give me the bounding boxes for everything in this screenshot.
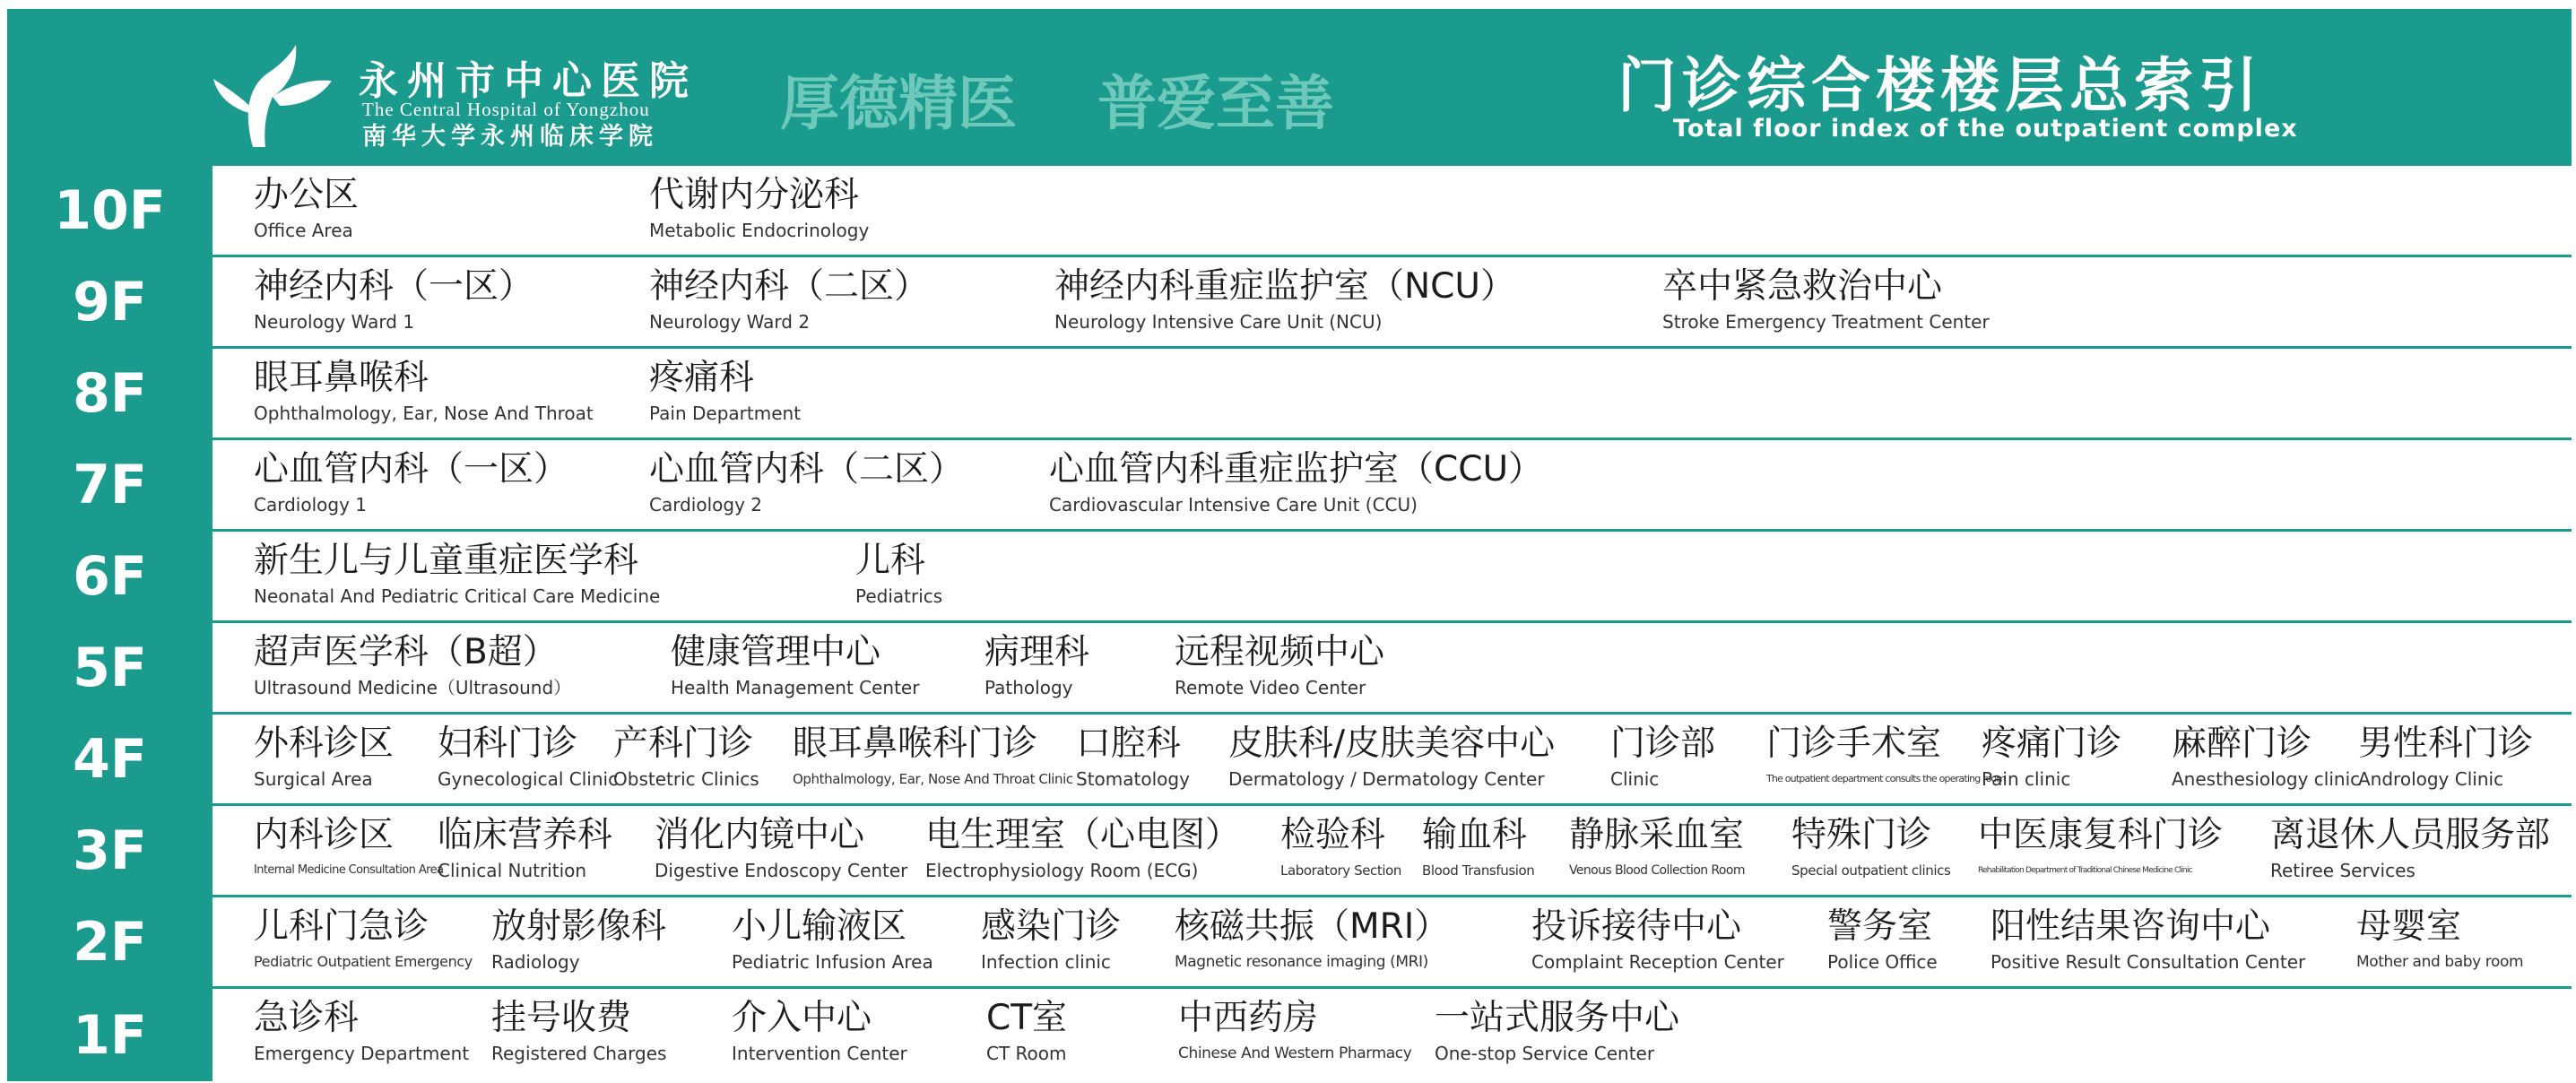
- dept-name-en: Chinese And Western Pharmacy: [1178, 1044, 1412, 1062]
- dept-item: [732, 998, 907, 1066]
- dept-name-cn: 临床营养科: [438, 815, 613, 855]
- dept-name-en: Surgical Area: [254, 768, 373, 790]
- floor-label: 7F: [7, 440, 215, 529]
- dept-name-cn: 急诊科: [254, 998, 360, 1038]
- dept-name-en: Pain Department: [649, 403, 802, 424]
- dept-item: [491, 998, 666, 1066]
- dept-item: [1791, 815, 1950, 883]
- dept-name-en: Pediatric Infusion Area: [732, 951, 933, 973]
- dept-item: [254, 449, 568, 517]
- university-name-cn: 南华大学永州临床学院: [362, 123, 658, 151]
- dept-name-en: Radiology: [491, 951, 580, 973]
- dept-item: [1569, 815, 1745, 883]
- dept-name-en: Ultrasound Medicine（Ultrasound）: [254, 677, 572, 698]
- dept-name-en: Neurology Intensive Care Unit (NCU): [1054, 311, 1383, 333]
- dept-name-cn: 病理科: [984, 632, 1090, 672]
- floor-row-4f: [7, 715, 2572, 806]
- dept-item: [491, 906, 666, 975]
- dept-name-cn: 门诊部: [1610, 723, 1716, 764]
- dept-item: [1049, 449, 1543, 517]
- floor-label: 2F: [7, 897, 215, 986]
- dept-item: [254, 906, 473, 975]
- dept-item: [1228, 723, 1555, 792]
- dept-name-cn: 门诊手术室: [1766, 723, 1942, 764]
- dept-item: [438, 723, 618, 792]
- dept-name-cn: 外科诊区: [254, 723, 395, 764]
- dept-name-cn: 输血科: [1422, 815, 1528, 855]
- dept-name-cn: 疼痛门诊: [1982, 723, 2122, 764]
- dept-name-en: Intervention Center: [732, 1043, 907, 1064]
- dept-item: [984, 632, 1089, 700]
- dept-name-en: Neurology Ward 2: [649, 311, 811, 333]
- dept-name-en: Neonatal And Pediatric Critical Care Medicine: [254, 585, 661, 607]
- dept-name-cn: 办公区: [254, 175, 360, 215]
- dept-name-cn: 远程视频中心: [1175, 632, 1385, 672]
- dept-item: [1827, 906, 1938, 975]
- dept-name-cn: 麻醉门诊: [2172, 723, 2312, 764]
- dept-item: [649, 175, 869, 243]
- dept-item: [254, 632, 571, 700]
- dept-name-en: Emergency Department: [254, 1043, 470, 1064]
- dept-item: [2358, 723, 2533, 792]
- dept-item: [855, 541, 942, 609]
- dept-name-en: Stroke Emergency Treatment Center: [1662, 311, 1990, 333]
- dept-name-cn: 放射影像科: [491, 906, 667, 947]
- hospital-name-en: The Central Hospital of Yongzhou: [362, 99, 650, 120]
- dept-name-en: Pediatrics: [855, 585, 943, 607]
- dept-name-en: Registered Charges: [491, 1043, 667, 1064]
- dept-name-en: Digestive Endoscopy Center: [655, 860, 908, 881]
- dept-name-cn: 神经内科（一区）: [254, 266, 534, 307]
- dept-item: [986, 998, 1067, 1066]
- dept-item: [1422, 815, 1534, 883]
- floor-list: [7, 166, 2572, 1081]
- dept-name-en: Complaint Reception Center: [1531, 951, 1784, 973]
- hospital-logo-icon: [208, 43, 334, 149]
- dept-name-en: Ophthalmology, Ear, Nose And Throat Clinic: [793, 771, 1073, 787]
- dept-name-en: Neurology Ward 1: [254, 311, 415, 333]
- dept-name-cn: 一站式服务中心: [1435, 998, 1680, 1038]
- dept-item: [1531, 906, 1784, 975]
- dept-name-en: Positive Result Consultation Center: [1991, 951, 2306, 973]
- dept-item: [649, 358, 801, 426]
- dept-name-en: Health Management Center: [671, 677, 920, 698]
- dept-name-en: Remote Video Center: [1175, 677, 1366, 698]
- dept-name-cn: 挂号收费: [491, 998, 632, 1038]
- dept-name-cn: 感染门诊: [981, 906, 1122, 947]
- dept-name-en: Andrology Clinic: [2358, 768, 2504, 790]
- dept-item: [1991, 906, 2305, 975]
- dept-name-en: Cardiology 1: [254, 494, 367, 516]
- dept-item: [649, 266, 929, 334]
- dept-name-cn: 男性科门诊: [2358, 723, 2534, 764]
- dept-name-en: Pediatric Outpatient Emergency: [254, 953, 473, 970]
- dept-name-cn: 儿科门急诊: [254, 906, 429, 947]
- dept-name-cn: 投诉接待中心: [1531, 906, 1742, 947]
- dept-name-cn: 中西药房: [1178, 998, 1319, 1038]
- dept-item: [732, 906, 933, 975]
- dept-item: [254, 541, 660, 609]
- dept-name-cn: 警务室: [1827, 906, 1933, 947]
- dept-name-en: Dermatology / Dermatology Center: [1228, 768, 1545, 790]
- dept-item: [2270, 815, 2550, 883]
- floor-label: 3F: [7, 806, 215, 895]
- dept-name-cn: 妇科门诊: [438, 723, 578, 764]
- dept-name-en: Electrophysiology Room (ECG): [925, 860, 1199, 881]
- dept-name-cn: 心血管内科（一区）: [254, 449, 569, 490]
- dept-item: [655, 815, 907, 883]
- dept-item: [254, 358, 594, 426]
- dept-name-cn: 神经内科（二区）: [649, 266, 930, 307]
- dept-name-cn: 离退休人员服务部: [2270, 815, 2551, 855]
- dept-name-en: One-stop Service Center: [1435, 1043, 1655, 1064]
- dept-name-en: Obstetric Clinics: [613, 768, 759, 790]
- dept-name-cn: 眼耳鼻喉科: [254, 358, 429, 398]
- dept-name-cn: 儿科: [855, 541, 926, 581]
- dept-name-cn: 心血管内科重症监护室（CCU）: [1049, 449, 1544, 490]
- dept-item: [254, 266, 533, 334]
- dept-name-en: Gynecological Clinic: [438, 768, 619, 790]
- dept-name-cn: 特殊门诊: [1791, 815, 1932, 855]
- dept-name-en: Internal Medicine Consultation Area: [254, 863, 444, 877]
- dept-item: [613, 723, 759, 792]
- floor-row-5f: [7, 623, 2572, 715]
- dept-name-cn: 神经内科重症监护室（NCU）: [1054, 266, 1515, 307]
- dept-name-cn: 阳性结果咨询中心: [1991, 906, 2271, 947]
- dept-item: [254, 815, 443, 883]
- dept-name-cn: 内科诊区: [254, 815, 395, 855]
- dept-name-cn: 眼耳鼻喉科门诊: [793, 723, 1038, 764]
- dept-name-cn: 超声医学科（B超）: [254, 632, 558, 672]
- dept-item: [254, 723, 394, 792]
- dept-name-en: Mother and baby room: [2356, 953, 2524, 971]
- floor-row-8f: [7, 349, 2572, 440]
- dept-item: [1178, 998, 1411, 1066]
- floor-label: 10F: [7, 166, 215, 255]
- dept-item: [1076, 723, 1190, 792]
- floor-label: 8F: [7, 349, 215, 438]
- dept-name-cn: 母婴室: [2356, 906, 2462, 947]
- dept-name-en: Laboratory Section: [1280, 862, 1402, 879]
- dept-name-en: Clinic: [1610, 768, 1660, 790]
- floor-row-1f: [7, 989, 2572, 1081]
- floor-label: 4F: [7, 715, 215, 803]
- dept-name-cn: 介入中心: [732, 998, 872, 1038]
- dept-item: [1435, 998, 1679, 1066]
- floor-label: 5F: [7, 623, 215, 712]
- dept-name-en: Rehabilitation Department of Traditional Chinese Medicine Clinic: [1978, 866, 2192, 875]
- floor-row-2f: [7, 897, 2572, 989]
- dept-item: [1175, 906, 1449, 975]
- dept-name-cn: 检验科: [1280, 815, 1386, 855]
- floor-label: 9F: [7, 257, 215, 346]
- dept-name-cn: 电生理室（心电图）: [925, 815, 1241, 855]
- dept-item: [981, 906, 1121, 975]
- floor-row-6f: [7, 532, 2572, 623]
- dept-name-en: Special outpatient clinics: [1791, 862, 1951, 879]
- dept-name-en: Retiree Services: [2270, 860, 2416, 881]
- dept-item: [438, 815, 612, 883]
- dept-name-en: Pain clinic: [1982, 768, 2071, 790]
- dept-name-en: Pathology: [984, 677, 1073, 698]
- dept-name-cn: 疼痛科: [649, 358, 755, 398]
- floor-row-7f: [7, 440, 2572, 532]
- floor-row-9f: [7, 257, 2572, 349]
- dept-name-cn: 新生儿与儿童重症医学科: [254, 541, 639, 581]
- dept-name-en: Ophthalmology, Ear, Nose And Throat: [254, 403, 594, 424]
- dept-name-en: Police Office: [1827, 951, 1938, 973]
- slogan-1: 厚德精医: [780, 69, 1017, 138]
- dept-name-en: Infection clinic: [981, 951, 1111, 973]
- dept-item: [1662, 266, 1990, 334]
- dept-name-en: Blood Transfusion: [1422, 862, 1535, 879]
- header-banner: [7, 9, 2572, 166]
- dept-item: [671, 632, 919, 700]
- dept-item: [793, 723, 1073, 792]
- dept-name-en: CT Room: [986, 1043, 1067, 1064]
- dept-item: [254, 998, 469, 1066]
- dept-name-en: Magnetic resonance imaging (MRI): [1175, 953, 1428, 971]
- dept-item: [1766, 723, 2005, 792]
- dept-name-en: Office Area: [254, 220, 353, 241]
- dept-name-cn: 中医康复科门诊: [1978, 815, 2224, 855]
- dept-name-en: The outpatient department consults the operating room: [1766, 773, 2006, 784]
- dept-name-cn: 卒中紧急救治中心: [1662, 266, 1943, 307]
- dept-name-cn: 产科门诊: [613, 723, 754, 764]
- dept-item: [254, 175, 359, 243]
- dept-name-en: Venous Blood Collection Room: [1569, 863, 1745, 878]
- floor-row-10f: [7, 166, 2572, 257]
- dept-name-cn: 代谢内分泌科: [649, 175, 860, 215]
- dept-name-cn: 心血管内科（二区）: [649, 449, 965, 490]
- dept-item: [1978, 815, 2223, 883]
- dept-name-en: Cardiology 2: [649, 494, 762, 516]
- dept-item: [925, 815, 1240, 883]
- board-title-en: Total floor index of the outpatient complex: [1673, 115, 2298, 143]
- floor-label: 1F: [7, 989, 215, 1081]
- dept-name-en: Clinical Nutrition: [438, 860, 587, 881]
- hospital-name-cn: 永州市中心医院: [359, 58, 698, 104]
- floor-row-3f: [7, 806, 2572, 897]
- dept-name-cn: 健康管理中心: [671, 632, 881, 672]
- dept-name-en: Metabolic Endocrinology: [649, 220, 870, 241]
- dept-item: [2172, 723, 2360, 792]
- dept-name-cn: CT室: [986, 998, 1068, 1038]
- dept-item: [1175, 632, 1384, 700]
- dept-name-cn: 口腔科: [1076, 723, 1182, 764]
- dept-name-cn: 静脉采血室: [1569, 815, 1745, 855]
- dept-name-en: Cardiovascular Intensive Care Unit (CCU): [1049, 494, 1418, 516]
- dept-name-en: Stomatology: [1076, 768, 1190, 790]
- slogan-2: 普爱至善: [1097, 69, 1334, 138]
- dept-name-cn: 小儿输液区: [732, 906, 907, 947]
- dept-name-cn: 消化内镜中心: [655, 815, 865, 855]
- dept-item: [1610, 723, 1715, 792]
- dept-name-en: Anesthesiology clinic: [2172, 768, 2361, 790]
- dept-item: [1982, 723, 2121, 792]
- dept-name-cn: 核磁共振（MRI）: [1175, 906, 1450, 947]
- board-title-cn: 门诊综合楼楼层总索引: [1618, 51, 2263, 120]
- dept-item: [1280, 815, 1401, 883]
- dept-name-cn: 皮肤科/皮肤美容中心: [1228, 723, 1556, 764]
- floor-label: 6F: [7, 532, 215, 620]
- dept-item: [1054, 266, 1515, 334]
- dept-item: [649, 449, 964, 517]
- dept-item: [2356, 906, 2523, 975]
